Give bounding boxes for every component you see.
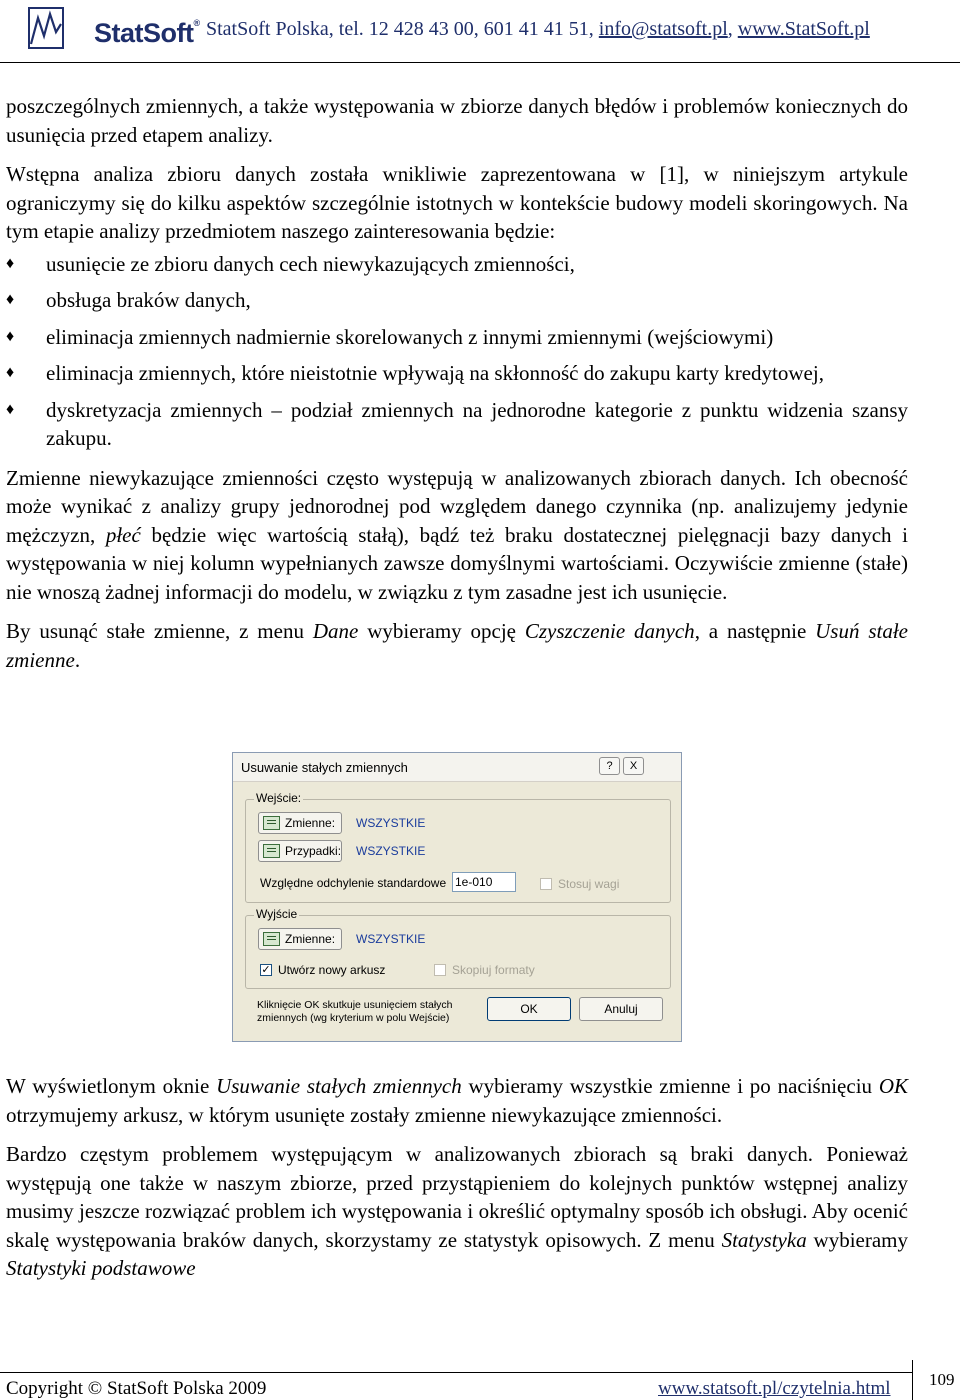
website-link[interactable]: www.StatSoft.pl — [737, 18, 870, 40]
article-body — [6, 92, 908, 674]
task-list — [6, 250, 908, 453]
paragraph-2: Wstępna analiza zbioru danych została wnikliwie zaprezentowana w [1], w niniejszym artykule ograniczymy się do kilku aspektów szczególnie istotnych w kontekście budowy modeli skoringowych. Na tym etapie analizy przedmiotem naszego zainteresowania będzie: — [6, 162, 908, 243]
use-weights-label: Stosuj wagi — [558, 877, 620, 891]
ok-button[interactable]: OK — [487, 997, 571, 1021]
page-number: 109 — [929, 1370, 955, 1389]
statsoft-logo — [28, 6, 198, 56]
new-sheet-label: Utwórz nowy arkusz — [278, 963, 386, 977]
paragraph-3: Zmienne niewykazujące zmienności często występują w analizowanych zbiorach danych. Ich obecność może wynikać z analizy grupy jednorodnej pod względem danego czynnika (np. analizujemy jedynie mężczyzn, płeć będzie więc wartością stałą), bądź też braku dostatecznej pielęgnacji bazy danych i występowania w niej kolumn wypełnianych zawsze domyślnymi wartościami. Oczywiście zmienne (stałe) nie wnoszą żadnej informacji do modelu, w związku z tym zasadne jest ich usunięcie. — [6, 465, 908, 604]
new-sheet-checkbox[interactable]: ✓ — [261, 964, 271, 976]
cases-icon — [263, 844, 280, 858]
help-button[interactable]: ? — [599, 757, 620, 775]
list-item: ♦ eliminacja zmiennych nadmiernie skorelowanych z innymi zmiennymi (wejściowymi) — [6, 323, 908, 352]
paragraph-5: W wyświetlonym oknie Usuwanie stałych zmiennych wybieramy wszystkie zmienne i po naciśnięciu OK otrzymujemy arkusz, w którym usunięte zostały zmienne niewykazujące zmienności. — [6, 1074, 908, 1127]
footer-copyright: Copyright © StatSoft Polska 2009 — [6, 1378, 267, 1399]
rel-std-input[interactable]: 1e-010 — [452, 872, 516, 892]
output-variables-value: WSZYSTKIE — [356, 932, 426, 946]
diamond-bullet-icon: ♦ — [6, 291, 15, 308]
page-header — [0, 0, 960, 62]
variables-icon — [263, 816, 280, 830]
output-variables-button[interactable]: Zmienne: — [258, 928, 342, 950]
paragraph-1: poszczególnych zmiennych, a także występowania w zbiorze danych błędów i problemów koniecznych do usunięcia przed etapem analizy. — [6, 94, 908, 147]
diamond-bullet-icon: ♦ — [6, 327, 15, 345]
cases-value: WSZYSTKIE — [356, 844, 426, 858]
diamond-bullet-icon: ♦ — [6, 400, 15, 418]
input-variables-button[interactable]: Zmienne: — [258, 812, 342, 834]
logo-wordmark: StatSoft® — [94, 18, 200, 48]
close-button[interactable]: X — [623, 757, 644, 775]
list-item: ♦ usunięcie ze zbioru danych cech niewykazujących zmienności, — [6, 250, 908, 279]
header-divider — [0, 62, 960, 63]
list-item: ♦ obsługa braków danych, — [6, 286, 908, 315]
header-contact: StatSoft Polska, tel. 12 428 43 00, 601 41 41 51, info@statsoft.pl, www.StatSoft.pl — [206, 18, 870, 40]
dialog-titlebar — [233, 753, 681, 782]
logo-chart-icon — [28, 6, 64, 52]
input-group-label: Wejście: — [256, 791, 302, 805]
output-group — [245, 907, 671, 989]
cancel-button[interactable]: Anuluj — [579, 997, 663, 1021]
copy-format-checkbox[interactable] — [434, 964, 446, 976]
page-number-box — [912, 1360, 960, 1400]
remove-constant-variables-dialog — [232, 752, 682, 1042]
paragraph-4: By usunąć stałe zmienne, z menu Dane wybieramy opcję Czyszczenie danych, a następnie Usuń stałe zmienne. — [6, 619, 908, 672]
footer-divider — [0, 1372, 912, 1373]
email-link[interactable]: info@statsoft.pl — [598, 18, 728, 40]
input-variables-value: WSZYSTKIE — [356, 816, 426, 830]
contact-text: StatSoft Polska, tel. 12 428 43 00, 601 41 41 51, — [206, 18, 594, 40]
use-weights-checkbox[interactable] — [540, 878, 552, 890]
list-item: ♦ eliminacja zmiennych, które nieistotnie wpływają na skłonność do zakupu karty kredytowej, — [6, 359, 908, 388]
input-group — [245, 791, 671, 903]
list-item: ♦ dyskretyzacja zmiennych – podział zmiennych na jednorodne kategorie z punktu widzenia szansy zakupu. — [6, 397, 908, 450]
dialog-title: Usuwanie stałych zmiennych — [241, 760, 408, 775]
rel-std-label: Względne odchylenie standardowe — [260, 876, 447, 890]
diamond-bullet-icon: ♦ — [6, 254, 15, 272]
footer-url-link[interactable]: www.statsoft.pl/czytelnia.html — [658, 1378, 891, 1399]
paragraph-6: Bardzo częstym problemem występującym w analizowanych zbiorach są braki danych. Ponieważ występują one także w naszym zbiorze, przed przystąpieniem do kolejnych punktów wstępnej analizy musimy jeszcze rozwiązać problem ich występowania i określić optymalny sposób ich obsługi. Aby ocenić skalę występowania braków danych, skorzystamy ze statystyk opisowych. Z menu Statystyka wybieramy Statystyki podstawowe — [6, 1142, 908, 1280]
cases-button[interactable]: Przypadki: — [258, 840, 342, 862]
diamond-bullet-icon: ♦ — [6, 364, 15, 381]
copy-format-label: Skopiuj formaty — [452, 963, 535, 977]
article-body-continued — [6, 1072, 908, 1283]
variables-icon — [263, 932, 280, 946]
output-group-label: Wyjście — [256, 907, 298, 921]
dialog-note: Kliknięcie OK skutkuje usunięciem stałych zmiennych (wg kryterium w polu Wejście) — [257, 999, 453, 1024]
